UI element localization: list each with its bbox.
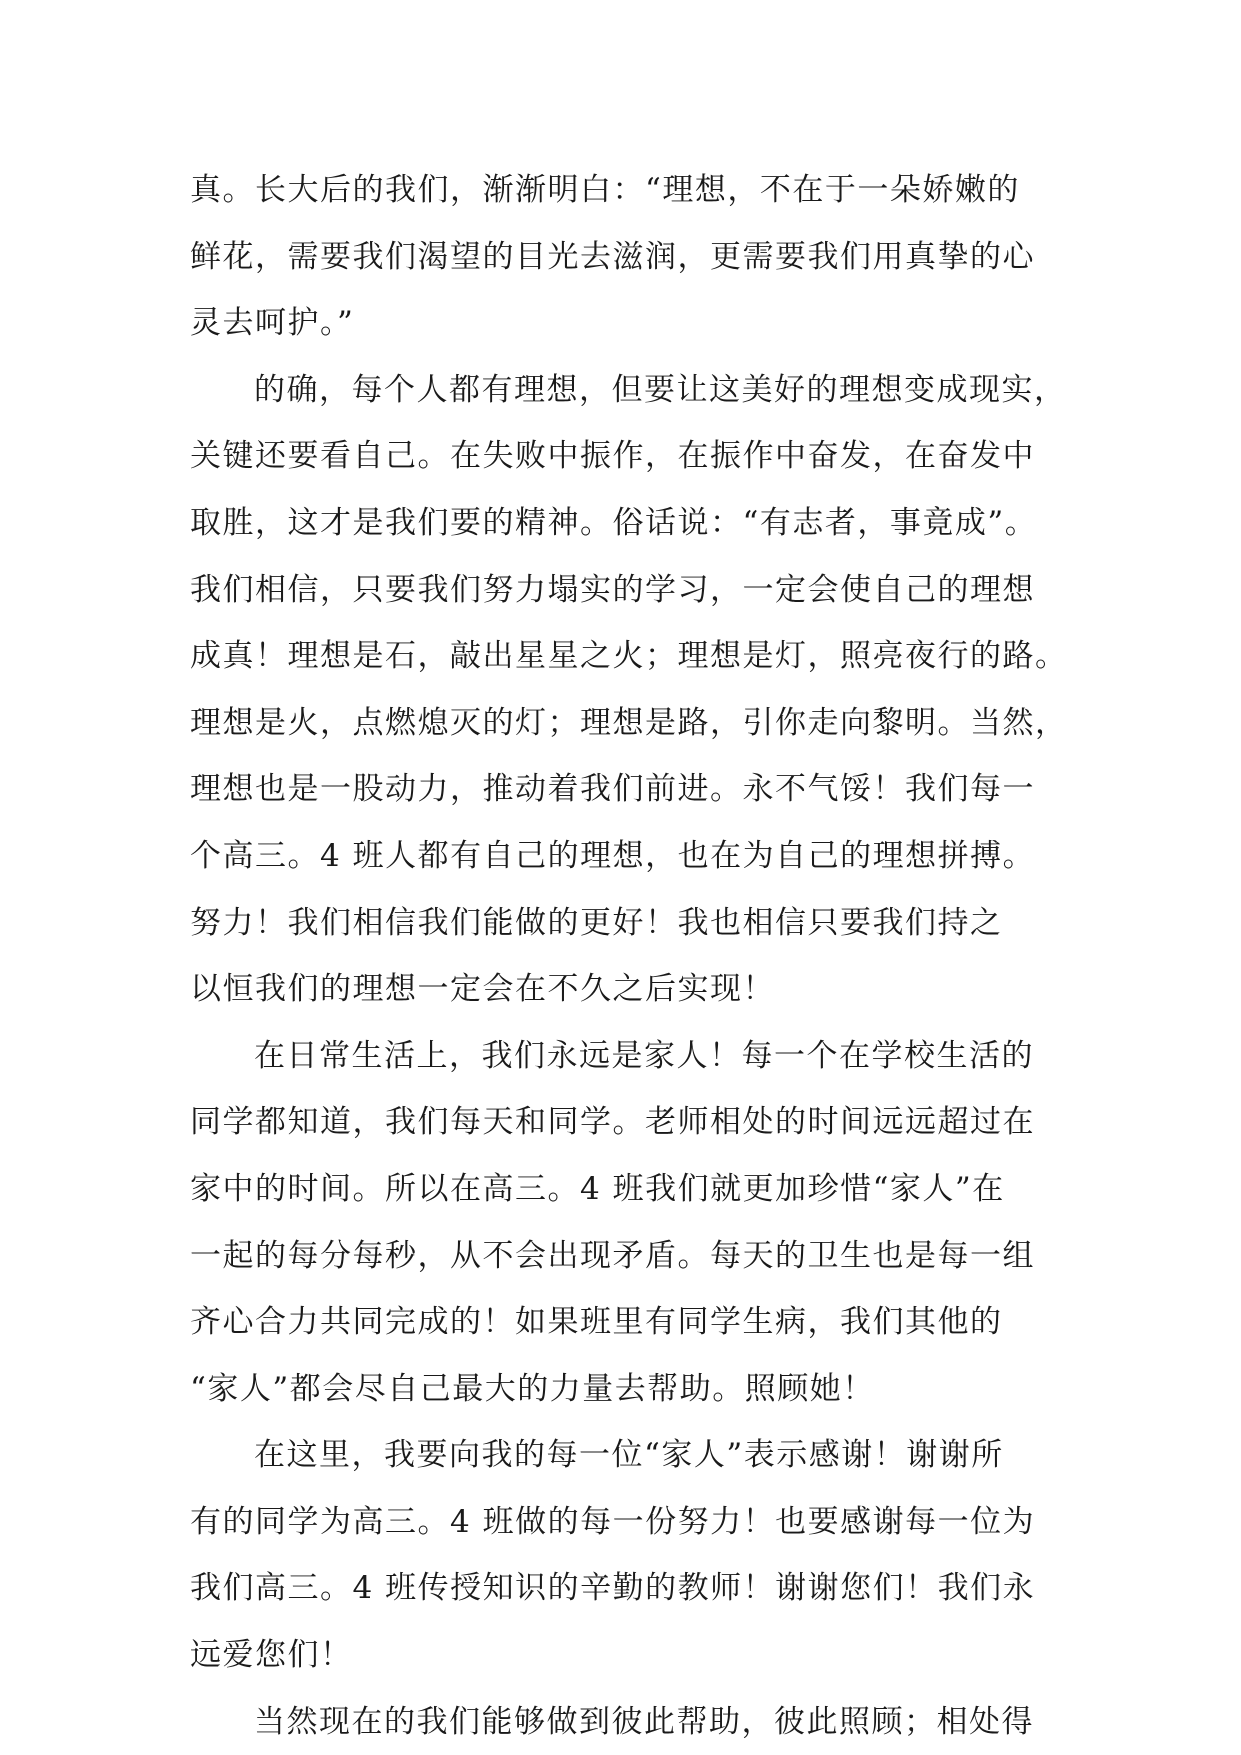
text-line: 灵去呵护。” [190,305,355,342]
text-line: 成真！理想是石，敲出星星之火；理想是灯，照亮夜行的路。 [190,638,1068,675]
text-line: 以恒我们的理想一定会在不久之后实现！ [190,971,775,1008]
text-line: 真。长大后的我们，渐渐明白：“理想，不在于一朵娇嫩的 [190,172,1020,208]
text-line: 个高三。4 班人都有自己的理想，也在为自己的理想拼搏。 [190,837,1036,874]
text-line: 远爱您们！ [190,1637,353,1674]
text-line: 取胜，这才是我们要的精神。俗话说：“有志者，事竟成”。 [190,504,1038,541]
text-line: 齐心合力共同完成的！如果班里有同学生病，我们其他的 [190,1304,1003,1341]
text-line: 鲜花，需要我们渴望的目光去滋润，更需要我们用真挚的心 [190,238,1035,275]
paragraph-start-line: 在日常生活上，我们永远是家人！每一个在学校生活的 [254,1037,1034,1074]
text-line: 理想是火，点燃熄灭的灯；理想是路，引你走向黎明。当然， [190,704,1068,741]
paragraph-start-line: 当然现在的我们能够做到彼此帮助，彼此照顾；相处得 [254,1703,1034,1740]
text-line: 有的同学为高三。4 班做的每一份努力！也要感谢每一位为 [190,1503,1036,1540]
text-line: “家人”都会尽自己最大的力量去帮助。照顾她！ [190,1370,875,1407]
text-line: 同学都知道，我们每天和同学。老师相处的时间远远超过在 [190,1104,1035,1141]
paragraph-start-line: 的确，每个人都有理想，但要让这美好的理想变成现实， [254,371,1067,408]
text-line: 一起的每分每秒，从不会出现矛盾。每天的卫生也是每一组 [190,1237,1035,1274]
text-line: 我们高三。4 班传授知识的辛勤的教师！谢谢您们！我们永 [190,1570,1036,1607]
text-line: 我们相信，只要我们努力塌实的学习，一定会使自己的理想 [190,571,1035,608]
text-line: 理想也是一股动力，推动着我们前进。永不气馁！我们每一 [190,771,1035,808]
text-line: 家中的时间。所以在高三。4 班我们就更加珍惜“家人”在 [190,1170,1005,1207]
text-line: 努力！我们相信我们能做的更好！我也相信只要我们持之 [190,904,1003,941]
essay-body [190,157,1070,1755]
text-line: 关键还要看自己。在失败中振作，在振作中奋发，在奋发中 [190,438,1035,475]
paragraph-start-line: 在这里，我要向我的每一位“家人”表示感谢！谢谢所 [254,1437,1004,1474]
